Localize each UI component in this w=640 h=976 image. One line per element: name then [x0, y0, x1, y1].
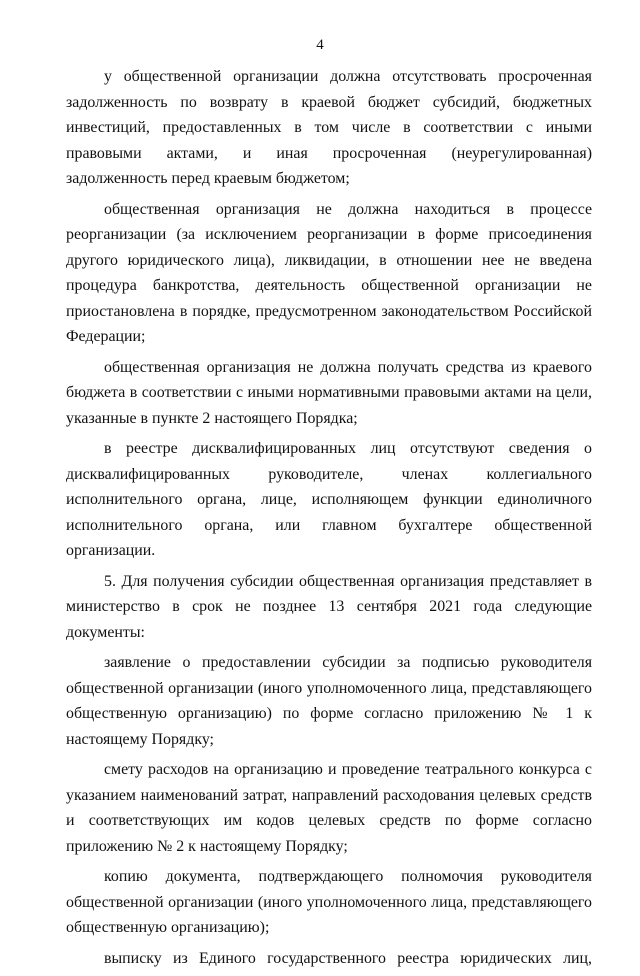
paragraph-overdue-debt: у общественной организации должна отсутствовать просроченная задолженность по возврату в краевой бюджет субсидий, бюджетных инвестиций, предоставленных в том числе в соответствии с иными правовыми актами, и иная просроченная (неурегулированная) задолженность перед краевым бюджетом;: [66, 68, 592, 187]
paragraph-application: заявление о предоставлении субсидии за подписью руководителя общественной организации (иного уполномоченного лица, представляющего общественную организацию) по форме согласно приложению № 1 к настоящему Порядку;: [66, 654, 592, 748]
paragraph-registry-extract: выписку из Единого государственного реестра юридических лиц,: [104, 949, 592, 967]
page-number: 4: [316, 37, 324, 53]
document-body: [66, 64, 592, 976]
paragraph-other-funds: общественная организация не должна получать средства из краевого бюджета в соответствии с иными нормативными правовыми актами на цели, указанные в пункте 2 настоящего Порядка;: [66, 358, 592, 427]
paragraph-item-5: 5. Для получения субсидии общественная организация представляет в министерство в срок не позднее 13 сентября 2021 года следующие документы:: [66, 572, 592, 641]
paragraph-authority-copy: копию документа, подтверждающего полномочия руководителя общественной организации (иного уполномоченного лица, представляющего общественную организацию);: [66, 868, 592, 936]
paragraph-cost-estimate: смету расходов на организацию и проведение театрального конкурса с указанием наименований затрат, направлений расходования целевых средств и соответствующих им кодов целевых средств по форме согласно приложению № 2 к настоящему Порядку;: [66, 761, 592, 855]
paragraph-reorganization: общественная организация не должна находиться в процессе реорганизации (за исключением реорганизации в форме присоединения другого юридического лица), ликвидации, в отношении нее не введена процедура банкротства, деятельность общественной организации не приостановлена в порядке, предусмотренном законодательством Российской Федерации;: [66, 200, 592, 345]
paragraph-disqualified-persons: в реестре дисквалифицированных лиц отсутствуют сведения о дисквалифицированных руководителе, членах коллегиального исполнительного органа, лице, исполняющем функции единоличного исполнительного органа, или главном бухгалтере общественной организации.: [66, 440, 592, 559]
